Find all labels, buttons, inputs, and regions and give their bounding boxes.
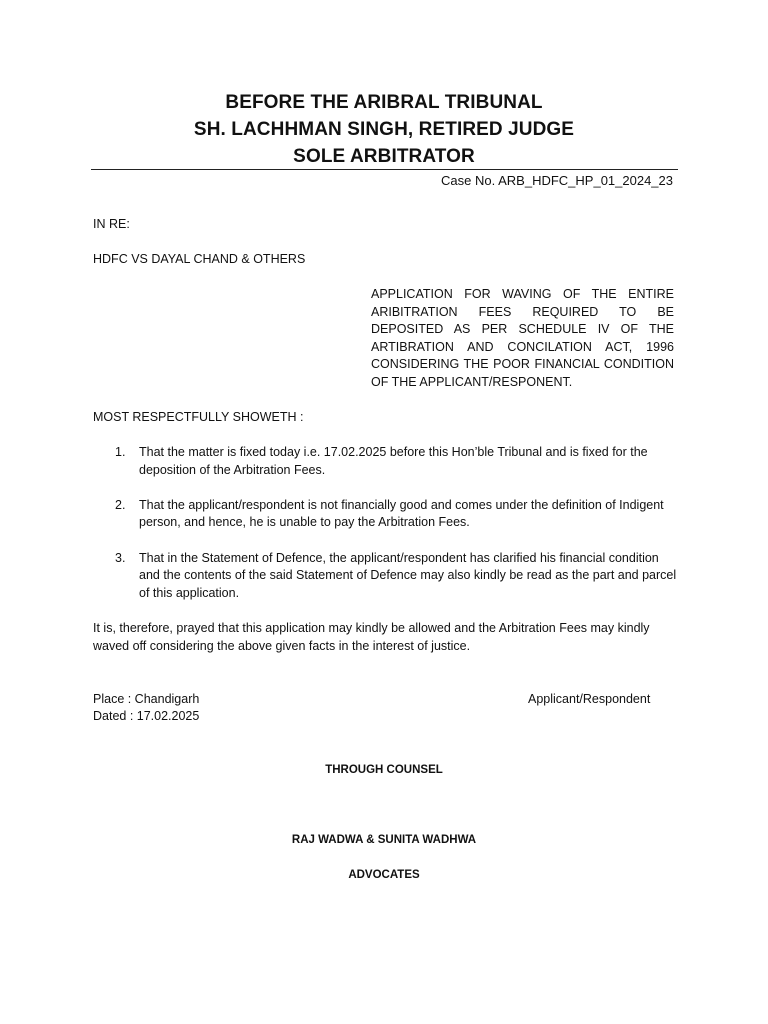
showeth-heading: MOST RESPECTFULLY SHOWETH :: [93, 410, 304, 424]
point-text: That in the Statement of Defence, the applicant/respondent has clarified his financial condition and the contents of the said Statement of Defence may also kindly be read as the part and parcel of this application.: [139, 550, 677, 600]
arbitrator-role: SOLE ARBITRATOR: [293, 146, 475, 167]
numbered-points: [93, 444, 678, 620]
application-title: APPLICATION FOR WAVING OF THE ENTIRE ARIBITRATION FEES REQUIRED TO BE DEPOSITED AS PER SCHEDULE IV OF THE ARTIBRATION AND CONCILATION ACT, 1996 CONSIDERING THE POOR FINANCIAL CONDITION OF THE APPLICANT/RESPONENT.: [371, 287, 674, 389]
through-counsel: THROUGH COUNSEL: [325, 764, 443, 776]
signatory-label: Applicant/Respondent: [528, 692, 651, 706]
list-item: [93, 497, 678, 532]
in-re-label: IN RE:: [93, 217, 130, 231]
counsel-names: RAJ WADWA & SUNITA WADHWA: [291, 834, 477, 846]
point-number: 3.: [115, 550, 126, 565]
arbitrator-name: SH. LACHHMAN SINGH, RETIRED JUDGE: [193, 119, 575, 140]
tribunal-title: BEFORE THE ARIBRAL TRIBUNAL: [225, 92, 543, 113]
case-number: Case No. ARB_HDFC_HP_01_2024_23: [441, 173, 673, 188]
list-item: [93, 550, 678, 603]
document-header: [0, 89, 768, 170]
point-number: 1.: [115, 445, 126, 459]
prayer-paragraph: It is, therefore, prayed that this application may kindly be allowed and the Arbitration Fees may kindly waved off considering the above given facts in the interest of justice.: [93, 621, 650, 653]
advocates-label: ADVOCATES: [348, 869, 420, 881]
point-number: 2.: [115, 497, 126, 512]
point-text: That the matter is fixed today i.e. 17.02.2025 before this Hon’ble Tribunal and is fixed for the deposition of the Arbitration Fees.: [139, 445, 648, 477]
case-parties: HDFC VS DAYAL CHAND & OTHERS: [93, 252, 306, 266]
header-divider: [91, 169, 678, 170]
place-line: Place : Chandigarh: [93, 692, 200, 706]
date-line: Dated : 17.02.2025: [93, 709, 200, 723]
point-text: That the applicant/respondent is not financially good and comes under the definition of Indigent person, and hence, he is unable to pay the Arbitration Fees.: [139, 497, 664, 530]
list-item: [93, 444, 678, 479]
